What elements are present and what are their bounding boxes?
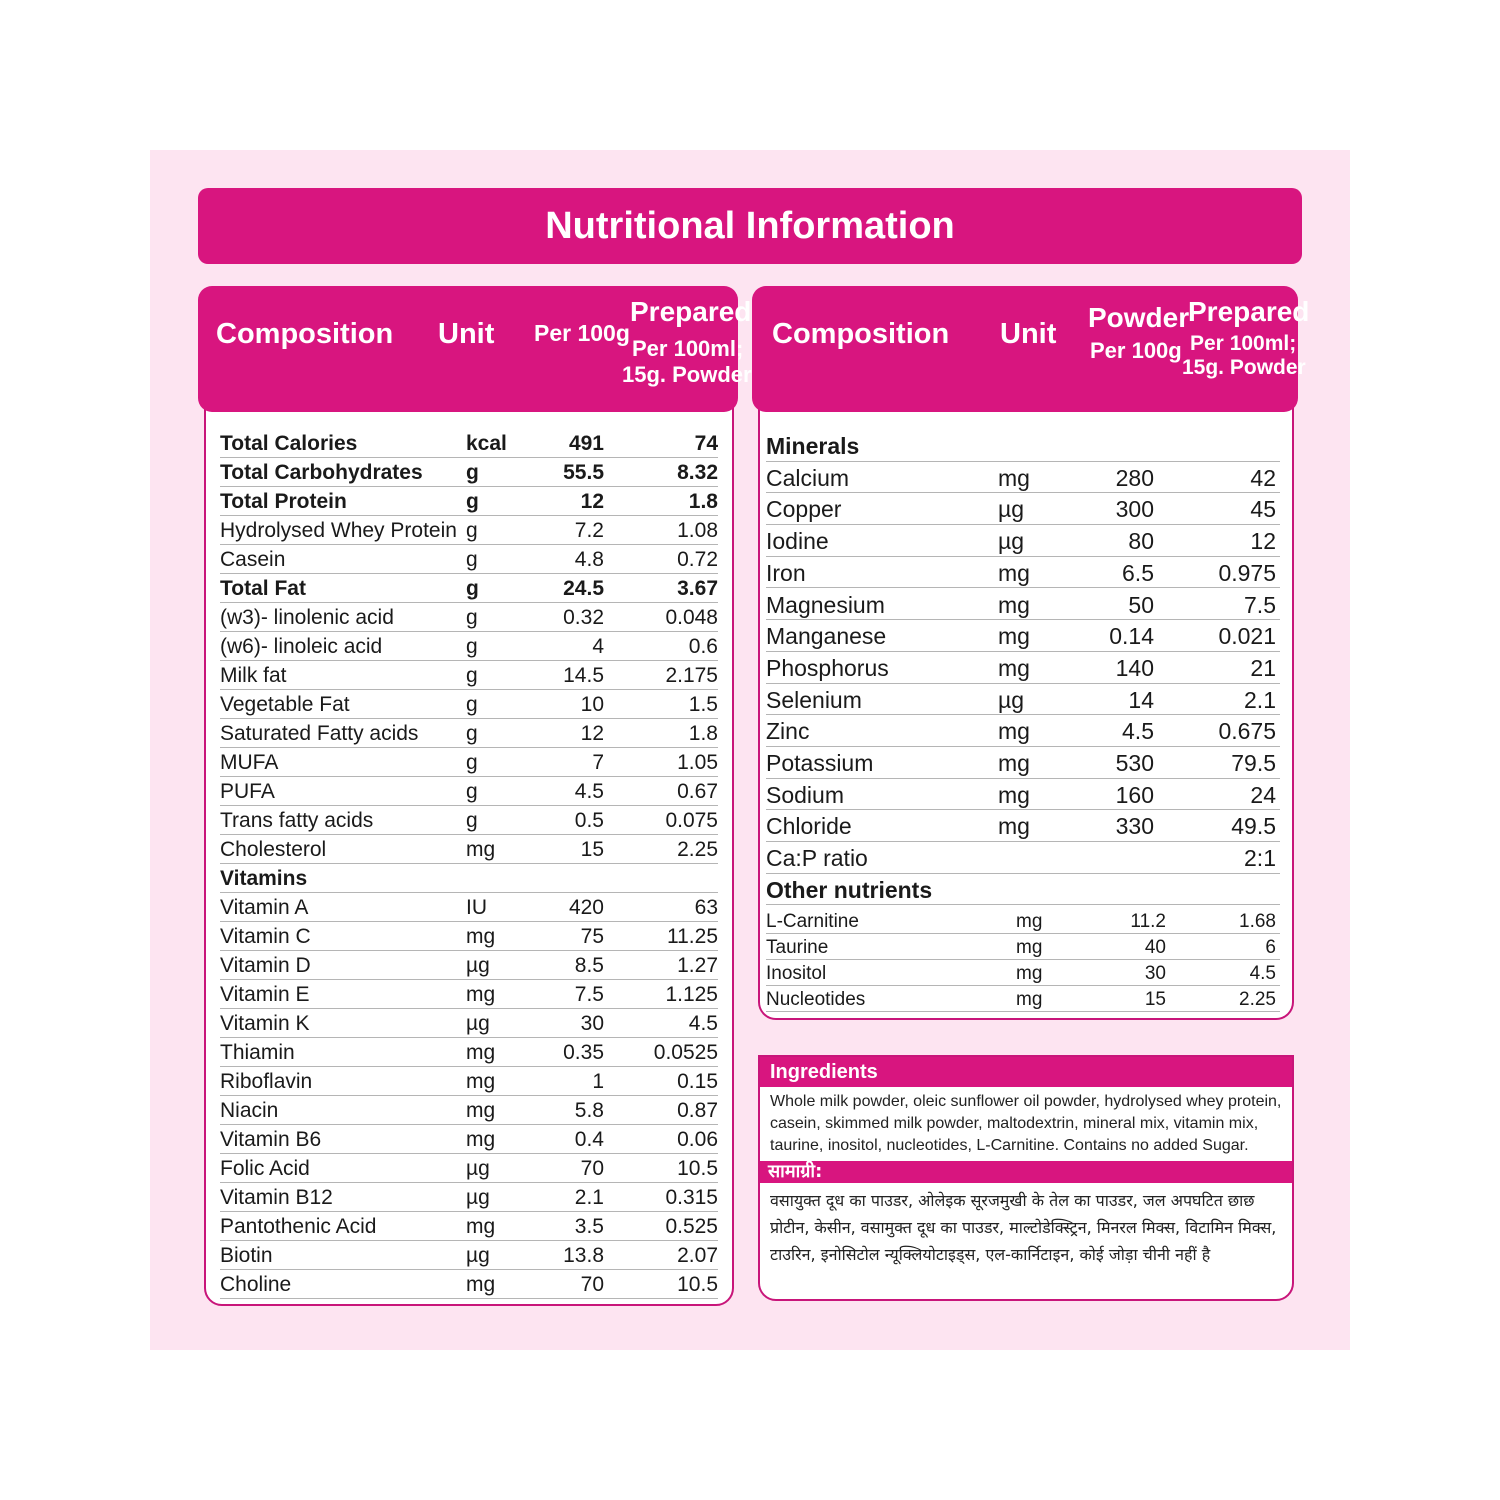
cell-powder: 4.5 [1122, 718, 1154, 745]
cell-prepared: 1.05 [677, 751, 718, 774]
cell-unit: µg [998, 496, 1025, 523]
cell-unit: µg [998, 528, 1025, 555]
table-row [766, 684, 1280, 716]
cell-prepared: 0.075 [665, 809, 718, 832]
cell-name: PUFA [220, 780, 275, 803]
cell-name: Riboflavin [220, 1070, 313, 1093]
cell-unit: g [466, 461, 479, 484]
cell-prepared: 6 [1265, 937, 1276, 958]
table-row [220, 1038, 718, 1067]
cell-prepared: 2.25 [677, 838, 718, 861]
cell-unit: g [466, 809, 478, 832]
header-composition: Composition [216, 318, 394, 350]
cell-name: Nucleotides [766, 989, 866, 1010]
cell-prepared: 1.8 [688, 722, 718, 745]
cell-name: Vitamin C [220, 925, 311, 948]
ingredients-heading: Ingredients [760, 1057, 1292, 1087]
cell-unit: g [466, 780, 478, 803]
cell-per100g: 7.2 [574, 519, 604, 542]
cell-unit: mg [998, 718, 1030, 745]
cell-prepared: 0.975 [1218, 559, 1276, 586]
cell-per100g: 8.5 [574, 954, 604, 977]
cell-unit: kcal [466, 432, 507, 455]
table-row [220, 516, 718, 545]
cell-name: Niacin [220, 1099, 279, 1122]
cell-name: Casein [220, 548, 286, 571]
cell-unit: g [466, 751, 478, 774]
header-prepared-right: Prepared [1188, 296, 1310, 327]
cell-prepared: 2.1 [1244, 686, 1276, 713]
cell-prepared: 2.25 [1239, 989, 1276, 1010]
table-row [220, 777, 718, 806]
cell-per100g: 0.5 [574, 809, 604, 832]
cell-name: Vitamin D [220, 954, 311, 977]
cell-prepared: 79.5 [1231, 750, 1276, 776]
cell-unit: µg [466, 954, 490, 977]
table-row [220, 922, 718, 951]
cell-prepared: 12 [1250, 528, 1276, 555]
cell-powder: 30 [1144, 963, 1166, 984]
cell-unit: mg [1016, 937, 1043, 958]
cell-name: Calcium [766, 464, 850, 491]
left-nutrition-table [204, 350, 734, 1306]
cell-name: Sodium [766, 781, 844, 808]
cell-unit: mg [466, 1070, 496, 1093]
table-row [766, 874, 1280, 906]
cell-name: Folic Acid [220, 1157, 310, 1180]
cell-unit: g [466, 548, 478, 571]
cell-powder: 530 [1115, 750, 1154, 776]
cell-name: Total Carbohydrates [220, 461, 423, 484]
cell-per100g: 0.35 [563, 1041, 604, 1064]
header-prepared-right-sub1: Per 100ml; [1190, 332, 1297, 355]
header-composition-right: Composition [772, 318, 950, 350]
header-powder: Powder [1088, 302, 1190, 333]
right-nutrition-table [758, 350, 1294, 1020]
cell-per100g: 70 [580, 1273, 604, 1296]
ingredients-box [758, 1055, 1294, 1301]
table-row [220, 835, 718, 864]
cell-per100g: 14.5 [563, 664, 604, 687]
cell-unit: g [466, 577, 479, 600]
cell-powder: 40 [1144, 937, 1166, 958]
cell-unit: mg [998, 813, 1030, 840]
cell-prepared: 0.525 [665, 1215, 718, 1238]
cell-name: Vitamin E [220, 983, 310, 1006]
cell-unit: g [466, 722, 478, 745]
table-row [766, 960, 1280, 986]
table-row [766, 589, 1280, 621]
cell-powder: 80 [1128, 528, 1154, 555]
ingredients-text: Whole milk powder, oleic sunflower oil powder, hydrolysed whey protein, casein, skimmed milk powder, maltodextrin, mineral mix, vitamin mix, taurine, inositol, nucleotides, L-Carnitine. Contains no added Sugar. [770, 1093, 1282, 1154]
cell-unit: µg [466, 1244, 490, 1267]
cell-unit: g [466, 693, 478, 716]
cell-unit: g [466, 606, 478, 629]
cell-unit: mg [466, 1099, 496, 1122]
cell-unit: IU [466, 896, 487, 919]
cell-unit: mg [998, 559, 1030, 586]
header-prepared-sub1: Per 100ml; [632, 336, 744, 361]
cell-name: Saturated Fatty acids [220, 722, 419, 745]
table-row [220, 429, 718, 458]
cell-name: Trans fatty acids [220, 809, 374, 832]
cell-name: Hydrolysed Whey Protein [220, 519, 457, 542]
table-row [766, 810, 1280, 842]
cell-powder: 160 [1115, 781, 1154, 808]
cell-name: Pantothenic Acid [220, 1215, 377, 1238]
cell-prepared: 1.27 [677, 954, 718, 977]
cell-unit: µg [466, 1157, 490, 1180]
cell-prepared: 0.72 [677, 548, 718, 571]
cell-name: Zinc [766, 718, 810, 745]
cell-name: Taurine [766, 937, 829, 958]
page-title: Nutritional Information [198, 188, 1302, 264]
cell-name: Manganese [766, 623, 887, 650]
cell-powder: 6.5 [1122, 559, 1154, 586]
cell-prepared: 49.5 [1231, 813, 1276, 840]
header-prepared-right-sub2: 15g. Powder [1182, 356, 1306, 379]
table-row [220, 603, 718, 632]
cell-unit: mg [466, 838, 496, 861]
cell-prepared: 0.67 [677, 780, 718, 803]
cell-name: Magnesium [766, 591, 885, 618]
cell-prepared: 7.5 [1244, 591, 1276, 618]
cell-prepared: 74 [694, 432, 718, 455]
cell-prepared: 1.8 [688, 490, 718, 513]
table-row [220, 864, 718, 893]
cell-per100g: 12 [580, 722, 604, 745]
cell-name: Inositol [766, 963, 827, 984]
cell-powder: 300 [1115, 496, 1154, 523]
cell-name: Biotin [220, 1244, 273, 1267]
cell-powder: 330 [1115, 813, 1154, 840]
cell-unit: mg [998, 654, 1030, 681]
cell-name: Chloride [766, 813, 852, 840]
cell-per100g: 12 [580, 490, 604, 513]
cell-per100g: 24.5 [563, 577, 604, 600]
cell-name: Vitamin K [220, 1012, 310, 1035]
cell-prepared: 1.68 [1239, 911, 1276, 932]
cell-name: Vitamin A [220, 896, 309, 919]
header-per100g: Per 100g [534, 320, 630, 346]
cell-unit: mg [466, 925, 496, 948]
cell-name: (w3)- linolenic acid [220, 606, 394, 629]
cell-per100g: 491 [568, 432, 604, 455]
cell-prepared: 0.048 [665, 606, 718, 629]
right-table-header [752, 286, 1310, 412]
table-row [220, 574, 718, 603]
table-row [220, 1241, 718, 1270]
cell-unit: mg [1016, 963, 1043, 984]
cell-per100g: 0.32 [563, 606, 604, 629]
cell-prepared: 24 [1250, 781, 1276, 808]
cell-prepared: 10.5 [677, 1157, 718, 1180]
cell-prepared: 10.5 [677, 1273, 718, 1296]
cell-unit: mg [998, 591, 1030, 618]
cell-prepared: 0.6 [688, 635, 718, 658]
cell-powder: 280 [1115, 464, 1154, 491]
cell-prepared: 45 [1250, 496, 1276, 523]
cell-unit: µg [466, 1186, 490, 1209]
table-row [766, 525, 1280, 557]
table-row [220, 980, 718, 1009]
table-row [220, 545, 718, 574]
table-row [220, 487, 718, 516]
cell-unit: mg [1016, 989, 1043, 1010]
header-unit-right: Unit [1000, 318, 1057, 350]
cell-per100g: 7 [592, 751, 604, 774]
cell-per100g: 3.5 [574, 1215, 604, 1238]
cell-per100g: 4 [592, 635, 604, 658]
cell-per100g: 30 [580, 1012, 604, 1035]
cell-prepared: 63 [694, 896, 718, 919]
cell-prepared: 0.87 [677, 1099, 718, 1122]
cell-per100g: 10 [580, 693, 604, 716]
table-row [766, 908, 1280, 934]
table-row [220, 1067, 718, 1096]
cell-per100g: 75 [580, 925, 604, 948]
cell-prepared: 0.0525 [653, 1041, 718, 1064]
cell-prepared: 0.675 [1218, 718, 1276, 745]
cell-name: Cholesterol [220, 838, 327, 861]
table-row [766, 715, 1280, 747]
table-row [220, 1270, 718, 1299]
cell-unit: g [466, 664, 478, 687]
left-table-header [198, 286, 752, 412]
cell-per100g: 70 [580, 1157, 604, 1180]
cell-unit: mg [466, 983, 496, 1006]
table-row [220, 748, 718, 777]
cell-prepared: 0.15 [677, 1070, 718, 1093]
table-row [766, 652, 1280, 684]
header-powder-sub: Per 100g [1090, 338, 1182, 363]
label-panel [150, 150, 1350, 1350]
cell-name: Potassium [766, 750, 874, 776]
cell-unit: g [466, 490, 479, 513]
cell-unit: µg [466, 1012, 490, 1035]
cell-per100g: 7.5 [574, 983, 604, 1006]
cell-name: Copper [766, 496, 842, 523]
cell-prepared: 1.125 [665, 983, 718, 1006]
cell-unit: mg [466, 1128, 496, 1151]
cell-per100g: 1 [592, 1070, 604, 1093]
cell-powder: 50 [1128, 591, 1154, 618]
cell-unit: mg [1016, 911, 1043, 932]
cell-per100g: 15 [580, 838, 604, 861]
table-row [220, 719, 718, 748]
table-row [766, 842, 1280, 874]
ingredients-text-hindi: वसायुक्त दूध का पाउडर, ओलेइक सूरजमुखी के तेल का पाउडर, जल अपघटित छाछ प्रोटीन, केसीन, वसामुक्त दूध का पाउडर, माल्टोडेक्स्ट्रिन, मिनरल मिक्स, विटामिन मिक्स, टाउरिन, इनोसिटोल न्यूक्लियोटाइड्स, एल-कार्निटाइन, कोई जोड़ा चीनी नहीं है [770, 1191, 1277, 1264]
cell-per100g: 55.5 [563, 461, 604, 484]
cell-prepared: 0.315 [665, 1186, 718, 1209]
cell-powder: 11.2 [1130, 911, 1166, 932]
cell-name: Total Calories [220, 432, 358, 455]
cell-powder: 14 [1128, 686, 1154, 713]
table-row [220, 632, 718, 661]
cell-name: L-Carnitine [766, 911, 859, 932]
cell-per100g: 420 [568, 896, 604, 919]
cell-unit: mg [466, 1273, 496, 1296]
cell-per100g: 0.4 [574, 1128, 604, 1151]
cell-prepared: 4.5 [688, 1012, 718, 1035]
table-row [220, 893, 718, 922]
table-row [220, 1154, 718, 1183]
cell-unit: mg [998, 464, 1030, 491]
cell-powder: 140 [1115, 654, 1154, 681]
cell-prepared: 2.07 [677, 1244, 718, 1267]
cell-name: Ca:P ratio [766, 845, 868, 872]
cell-name: Total Protein [220, 490, 347, 513]
cell-prepared: 21 [1250, 654, 1276, 681]
cell-prepared: 11.25 [667, 925, 718, 948]
table-row [766, 462, 1280, 494]
table-row [220, 1009, 718, 1038]
table-row [220, 690, 718, 719]
table-row [766, 986, 1280, 1012]
cell-unit: g [466, 635, 478, 658]
cell-name: Thiamin [220, 1041, 295, 1064]
table-row [220, 1096, 718, 1125]
header-unit: Unit [438, 318, 495, 350]
cell-unit: mg [998, 750, 1030, 776]
cell-name: Total Fat [220, 577, 306, 600]
table-row [766, 620, 1280, 652]
cell-per100g: 4.5 [574, 780, 604, 803]
table-row [220, 1212, 718, 1241]
cell-per100g: 5.8 [574, 1099, 604, 1122]
cell-per100g: 4.8 [574, 548, 604, 571]
cell-prepared: 3.67 [677, 577, 718, 600]
cell-name: Milk fat [220, 664, 287, 687]
cell-prepared: 2:1 [1244, 845, 1276, 872]
cell-name: Minerals [766, 433, 860, 459]
table-row [766, 779, 1280, 811]
cell-prepared: 0.021 [1218, 623, 1276, 650]
cell-unit: mg [998, 623, 1030, 650]
cell-name: Vegetable Fat [220, 693, 350, 716]
cell-name: Other nutrients [766, 876, 933, 903]
cell-powder: 15 [1144, 989, 1166, 1010]
cell-name: (w6)- linoleic acid [220, 635, 383, 658]
table-row [220, 1183, 718, 1212]
table-row [766, 747, 1280, 779]
cell-name: Iron [766, 559, 806, 586]
table-row [766, 430, 1280, 462]
cell-name: MUFA [220, 751, 279, 774]
cell-unit: g [466, 519, 478, 542]
cell-name: Vitamin B12 [220, 1186, 333, 1209]
table-row [220, 661, 718, 690]
cell-name: Iodine [766, 528, 829, 555]
cell-unit: µg [998, 686, 1025, 713]
cell-unit: mg [998, 781, 1030, 808]
cell-name: Selenium [766, 686, 862, 713]
table-row [220, 458, 718, 487]
cell-prepared: 1.5 [688, 693, 718, 716]
table-row [766, 934, 1280, 960]
table-row [220, 951, 718, 980]
cell-powder: 0.14 [1109, 623, 1154, 650]
cell-prepared: 2.175 [665, 664, 718, 687]
cell-name: Phosphorus [766, 654, 889, 681]
cell-prepared: 8.32 [677, 461, 718, 484]
header-prepared-sub2: 15g. Powder [622, 362, 752, 387]
cell-per100g: 2.1 [574, 1186, 604, 1209]
cell-prepared: 4.5 [1249, 963, 1276, 984]
ingredients-heading-hindi: सामाग्री: [760, 1161, 1292, 1183]
table-row [220, 806, 718, 835]
cell-unit: mg [466, 1215, 496, 1238]
cell-prepared: 0.06 [677, 1128, 718, 1151]
cell-prepared: 1.08 [677, 519, 718, 542]
cell-unit: mg [466, 1041, 496, 1064]
header-prepared: Prepared [630, 296, 752, 327]
cell-name: Vitamin B6 [220, 1128, 322, 1151]
cell-per100g: 13.8 [563, 1244, 604, 1267]
cell-prepared: 42 [1250, 464, 1276, 491]
cell-name: Choline [220, 1273, 292, 1296]
table-row [766, 493, 1280, 525]
table-row [766, 557, 1280, 589]
table-row [220, 1125, 718, 1154]
cell-name: Vitamins [220, 867, 308, 890]
